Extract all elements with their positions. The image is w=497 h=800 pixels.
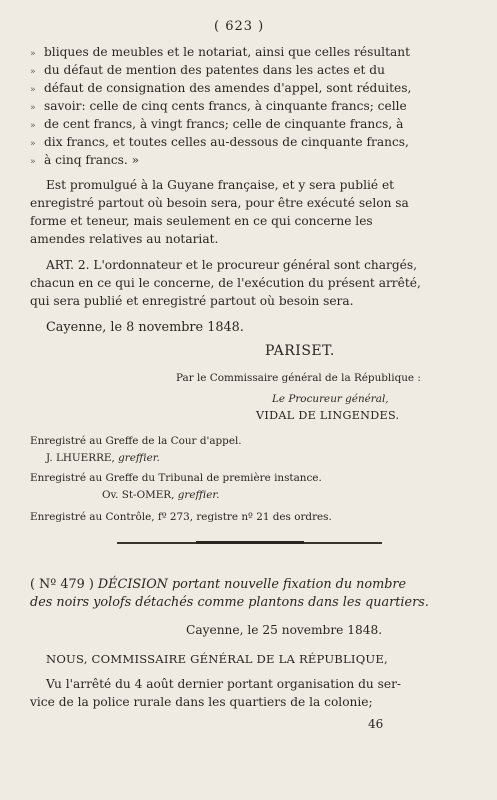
commissaire-line: Par le Commissaire général de la République : xyxy=(176,372,421,384)
paragraph-line: chacun en ce qui le concerne, de l'exécution du présent arrêté, xyxy=(30,276,421,290)
quoted-line: » savoir: celle de cinq cents francs, à cinquante francs; celle xyxy=(30,98,407,117)
greffier-line: J. LHUERRE, greffier. xyxy=(46,452,160,464)
quote-mark: » xyxy=(30,139,36,149)
quoted-line: » de cent francs, à vingt francs; celle de cinquante francs, à xyxy=(30,116,403,135)
quoted-line: » dix francs, et toutes celles au-dessous de cinquante francs, xyxy=(30,134,409,153)
paragraph-line: forme et teneur, mais seulement en ce qui concerne les xyxy=(30,214,373,228)
quoted-line: » bliques de meubles et le notariat, ainsi que celles résultant xyxy=(30,44,410,63)
paragraph-line: amendes relatives au notariat. xyxy=(30,232,219,246)
registration-line: Enregistré au Contrôle, fº 273, registre nº 21 des ordres. xyxy=(30,511,332,523)
quote-mark: » xyxy=(30,85,36,95)
quote-mark: » xyxy=(30,121,36,131)
paragraph-line: Vu l'arrêté du 4 août dernier portant organisation du ser- xyxy=(46,677,402,691)
signature-mark: 46 xyxy=(368,717,384,731)
page-number: ( 623 ) xyxy=(214,19,265,34)
quote-mark: » xyxy=(30,157,36,167)
registration-line: Enregistré au Greffe de la Cour d'appel. xyxy=(30,435,242,447)
procureur-title: Le Procureur général, xyxy=(272,393,389,405)
quote-mark: » xyxy=(30,67,36,77)
paragraph-line: Est promulgué à la Guyane française, et y sera publié et xyxy=(46,178,395,192)
quoted-line: » défaut de consignation des amendes d'appel, sont réduites, xyxy=(30,80,411,99)
date-line: Cayenne, le 8 novembre 1848. xyxy=(46,320,244,335)
registration-line: Enregistré au Greffe du Tribunal de première instance. xyxy=(30,472,322,484)
paragraph-line: enregistré partout où besoin sera, pour être exécuté selon sa xyxy=(30,196,409,210)
signature-pariset: PARISET. xyxy=(265,343,335,359)
separator-rule-center xyxy=(196,541,304,544)
procureur-name: VIDAL DE LINGENDES. xyxy=(256,409,400,422)
paragraph-line: ART. 2. L'ordonnateur et le procureur général sont chargés, xyxy=(46,258,417,272)
decision-title-line: ( Nº 479 ) DÉCISION portant nouvelle fixation du nombre xyxy=(30,577,407,592)
quoted-line: » du défaut de mention des patentes dans les actes et du xyxy=(30,62,385,81)
quote-mark: » xyxy=(30,49,36,59)
quoted-line: » à cinq francs. » xyxy=(30,152,139,171)
decision-title-line: des noirs yolofs détachés comme plantons dans les quartiers. xyxy=(30,595,429,610)
date-line: Cayenne, le 25 novembre 1848. xyxy=(186,623,383,637)
paragraph-line: vice de la police rurale dans les quartiers de la colonie; xyxy=(30,695,373,709)
quote-mark: » xyxy=(30,103,36,113)
paragraph-line: qui sera publié et enregistré partout où besoin sera. xyxy=(30,294,354,308)
nous-line: NOUS, COMMISSAIRE GÉNÉRAL DE LA RÉPUBLIQUE, xyxy=(46,652,388,666)
greffier-line: Ov. St-OMER, greffier. xyxy=(102,489,220,501)
